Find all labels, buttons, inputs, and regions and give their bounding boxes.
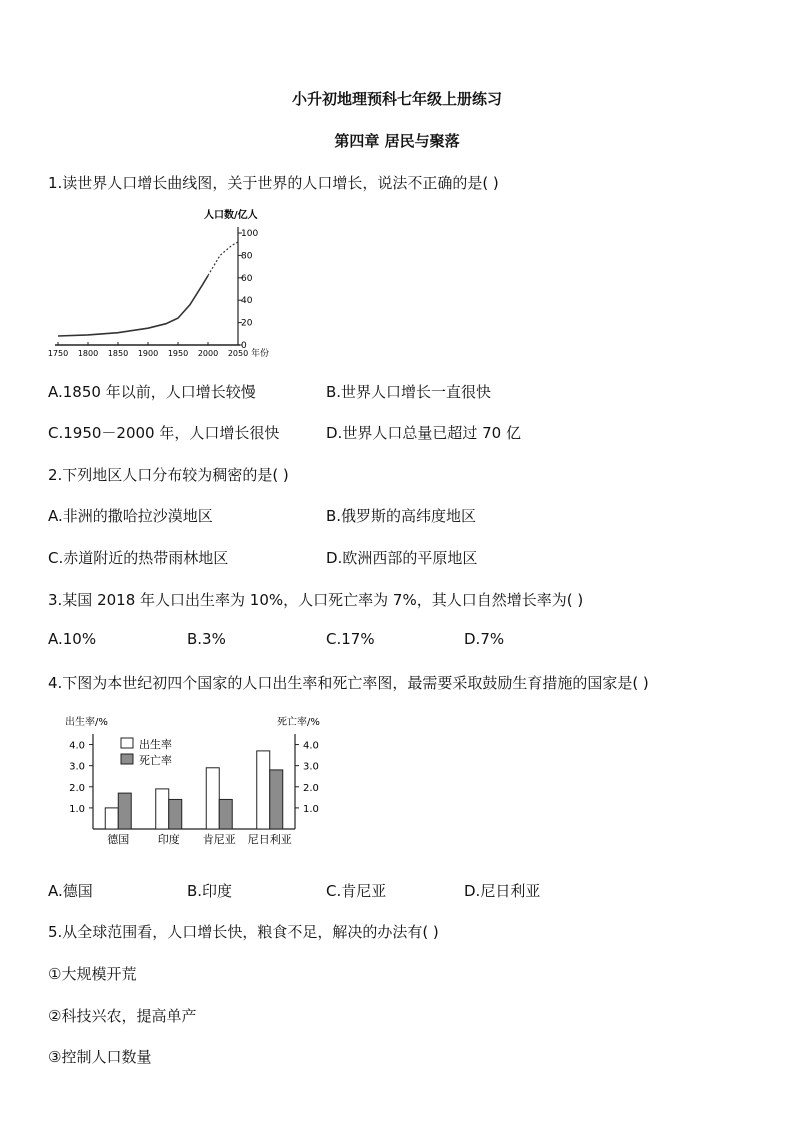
chart2-ytick-label-left: 4.0 <box>69 740 85 752</box>
q4-option-d[interactable]: D.尼日利亚 <box>464 882 541 900</box>
q5-item-2: ②科技兴农，提高单产 <box>48 1007 197 1025</box>
chart1-projection-line <box>208 242 238 276</box>
chapter-title: 第四章 居民与聚落 <box>334 132 460 150</box>
q1-option-b[interactable]: B.世界人口增长一直很快 <box>326 383 492 401</box>
q3-option-b[interactable]: B.3% <box>187 630 226 648</box>
q5-item-1: ①大规模开荒 <box>48 965 137 983</box>
birth-rate-bar <box>206 768 219 829</box>
chart1-ytick-label: 100 <box>241 229 259 239</box>
chart2-ytick-label-right: 2.0 <box>303 782 319 794</box>
chart1-xunit: 年份 <box>251 349 270 359</box>
chart1-xtick-label: 1750 <box>47 349 69 358</box>
question-5: 5.从全球范围看，人口增长快，粮食不足，解决的办法有( ) <box>48 923 439 941</box>
question-3: 3.某国 2018 年人口出生率为 10%，人口死亡率为 7%，其人口自然增长率为( ) <box>48 591 584 609</box>
chart1-xtick-label: 2050 <box>227 349 249 358</box>
chart2-ytick-label-right: 1.0 <box>303 803 319 815</box>
death-rate-bar <box>270 770 283 829</box>
chart1-ytick-label: 20 <box>241 318 253 329</box>
chart2-ytick-label-left: 1.0 <box>69 803 85 815</box>
chart1-ylabel: 人口数/亿人 <box>204 210 258 221</box>
chart2-category-label: 尼日利亚 <box>247 833 292 846</box>
legend-label-birth: 出生率 <box>139 738 172 751</box>
chart1-ytick-label: 80 <box>241 251 253 262</box>
q1-option-c[interactable]: C.1950－2000 年，人口增长很快 <box>48 424 280 442</box>
legend-swatch-birth <box>121 738 133 748</box>
chart2-ytick-label-right: 4.0 <box>303 740 319 752</box>
population-line-chart <box>47 205 280 365</box>
q4-option-b[interactable]: B.印度 <box>187 882 233 900</box>
q1-option-a[interactable]: A.1850 年以前，人口增长较慢 <box>48 383 256 401</box>
chart1-xtick-label: 1950 <box>167 349 189 358</box>
chart1-ytick-label: 40 <box>241 296 253 307</box>
chart2-ylabel-right: 死亡率/% <box>277 717 320 728</box>
chart2-ytick-label-left: 3.0 <box>69 761 85 773</box>
chart2-category-label: 印度 <box>157 833 180 846</box>
chart1-ytick-label: 0 <box>241 341 247 351</box>
q4-option-c[interactable]: C.肯尼亚 <box>326 882 387 900</box>
q4-option-a[interactable]: A.德国 <box>48 882 93 900</box>
chart2-category-label: 德国 <box>107 833 130 846</box>
chart2-ylabel-left: 出生率/% <box>65 717 108 728</box>
death-rate-bar <box>169 799 182 829</box>
question-2: 2.下列地区人口分布较为稠密的是( ) <box>48 466 289 484</box>
chart2-ytick-label-right: 3.0 <box>303 761 319 773</box>
chart1-xtick-label: 1850 <box>107 349 129 358</box>
chart1-series-line <box>58 276 208 336</box>
question-4: 4.下图为本世纪初四个国家的人口出生率和死亡率图，最需要采取鼓励生育措施的国家是( ) <box>48 674 649 692</box>
birth-rate-bar <box>105 808 118 829</box>
chart2-ytick-label-left: 2.0 <box>69 782 85 794</box>
chart1-xtick-label: 2000 <box>197 349 219 358</box>
page-title: 小升初地理预科七年级上册练习 <box>291 90 502 108</box>
q5-item-3: ③控制人口数量 <box>48 1048 152 1066</box>
legend-swatch-death <box>121 754 133 764</box>
death-rate-bar <box>118 793 131 829</box>
birth-rate-bar <box>257 751 270 829</box>
q2-option-d[interactable]: D.欧洲西部的平原地区 <box>326 549 478 567</box>
q3-option-c[interactable]: C.17% <box>326 630 375 648</box>
death-rate-bar <box>219 799 232 829</box>
chart1-xtick-label: 1800 <box>77 349 99 358</box>
chart1-xtick-label: 1900 <box>137 349 159 358</box>
chart2-category-label: 肯尼亚 <box>202 833 236 846</box>
chart1-ytick-label: 60 <box>241 273 253 284</box>
q1-option-d[interactable]: D.世界人口总量已超过 70 亿 <box>326 424 521 442</box>
birth-rate-bar <box>156 789 169 829</box>
q2-option-a[interactable]: A.非洲的撒哈拉沙漠地区 <box>48 507 213 525</box>
legend-label-death: 死亡率 <box>139 754 172 767</box>
q2-option-b[interactable]: B.俄罗斯的高纬度地区 <box>326 507 477 525</box>
q3-option-a[interactable]: A.10% <box>48 630 97 648</box>
q3-option-d[interactable]: D.7% <box>464 630 505 648</box>
question-1: 1.读世界人口增长曲线图，关于世界的人口增长，说法不正确的是( ) <box>48 174 499 192</box>
birth-death-rate-chart <box>55 712 345 852</box>
q2-option-c[interactable]: C.赤道附近的热带雨林地区 <box>48 549 229 567</box>
